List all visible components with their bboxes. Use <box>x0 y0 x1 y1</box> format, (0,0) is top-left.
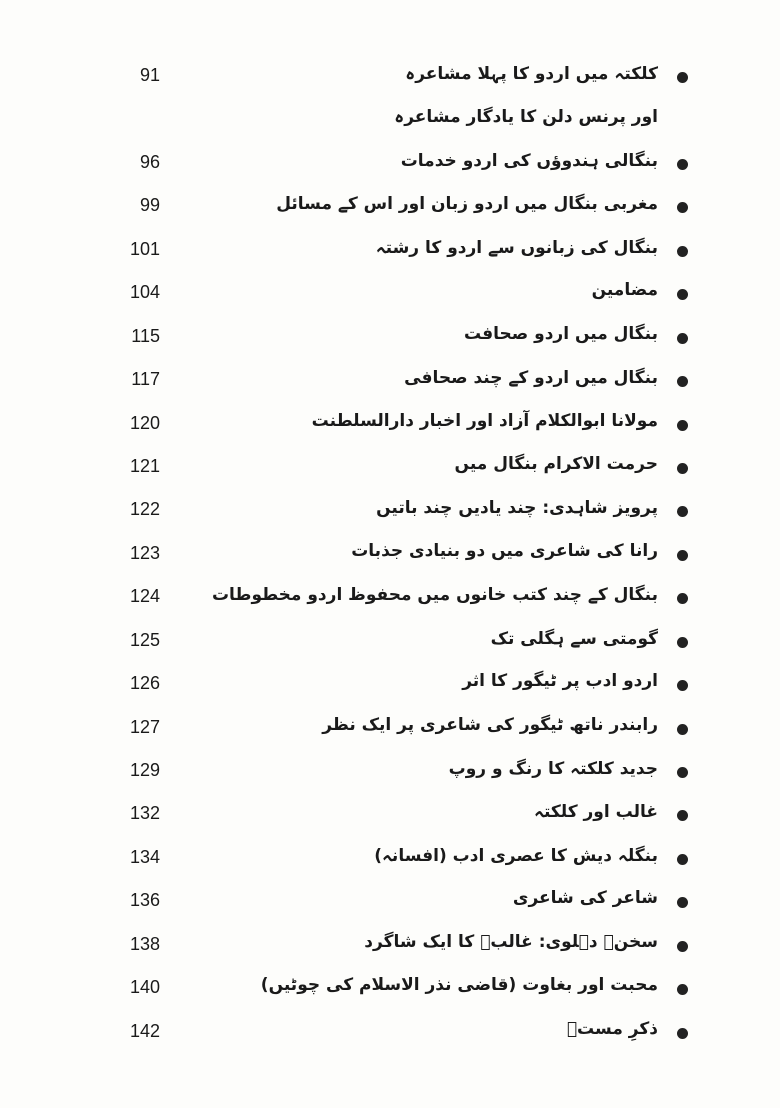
bullet-icon <box>677 420 688 431</box>
toc-entry <box>0 491 780 534</box>
toc-entry-continuation <box>0 100 780 143</box>
toc-entry <box>0 665 780 708</box>
toc-entry-title: حرمت الاکرام بنگال میں <box>454 453 658 474</box>
toc-entry-title: گومتی سے ہگلی تک <box>490 628 658 649</box>
toc-entry-title: ذکرِ مستؔ <box>566 1018 658 1039</box>
toc-entry <box>0 839 780 882</box>
toc-entry-page-number: 134 <box>129 846 160 867</box>
toc-entry-page-number: 136 <box>129 890 160 911</box>
toc-entry-page-number: 132 <box>129 803 160 824</box>
toc-entry <box>0 752 780 795</box>
toc-entry-page-number: 99 <box>139 195 160 216</box>
toc-entry-title: اور پرنس دلن کا یادگار مشاعرہ <box>394 107 658 128</box>
toc-entry-title: کلکتہ میں اردو کا پہلا مشاعرہ <box>405 64 658 84</box>
bullet-icon <box>677 463 688 474</box>
bullet-icon <box>677 333 688 344</box>
toc-entry-title: سخنؔ دہلوی: غالبؔ کا ایک شاگرد <box>364 931 658 952</box>
toc-entry-page-number: 138 <box>129 933 160 954</box>
bullet-icon <box>677 984 688 995</box>
toc-entry-title: بنگلہ دیش کا عصری ادب (افسانہ) <box>374 845 658 866</box>
bullet-icon <box>677 376 688 387</box>
bullet-icon <box>677 724 688 735</box>
toc-entry-page-number: 140 <box>129 977 160 998</box>
toc-entry-title: پرویز شاہدی: چند یادیں چند باتیں <box>376 498 658 519</box>
toc-entry-page-number: 127 <box>129 716 160 737</box>
toc-entry <box>0 274 780 317</box>
toc-entry-page-number: 123 <box>129 542 160 563</box>
toc-entry-page-number: 121 <box>129 455 160 476</box>
toc-entry <box>0 969 780 1012</box>
toc-entry-page-number: 117 <box>131 369 160 390</box>
bullet-icon <box>677 767 688 778</box>
toc-entry-title: رانا کی شاعری میں دو بنیادی جذبات <box>351 540 658 561</box>
toc-entry-page-number: 120 <box>129 412 160 433</box>
toc-entry <box>0 578 780 621</box>
bullet-icon <box>677 159 688 170</box>
toc-entry-page-number: 96 <box>139 151 160 172</box>
toc-entry <box>0 1013 780 1056</box>
toc-entry <box>0 882 780 925</box>
bullet-icon <box>677 506 688 517</box>
bullet-icon <box>677 550 688 561</box>
bullet-icon <box>677 72 688 83</box>
toc-entry-title: مضامین <box>591 280 658 301</box>
bullet-icon <box>677 897 688 908</box>
bullet-icon <box>677 854 688 865</box>
toc-entry-page-number: 125 <box>129 629 160 650</box>
toc-entry-page-number: 104 <box>129 282 160 303</box>
toc-entry <box>0 361 780 404</box>
toc-entry-title: بنگال میں اردو صحافت <box>464 323 658 344</box>
bullet-icon <box>677 810 688 821</box>
bullet-icon <box>677 593 688 604</box>
toc-entry <box>0 57 780 100</box>
toc-entry <box>0 448 780 491</box>
toc-entry <box>0 709 780 752</box>
toc-entry-title: شاعر کی شاعری <box>512 888 658 909</box>
toc-entry-title: بنگال کے چند کتب خانوں میں محفوظ اردو مخطوطات <box>211 585 658 606</box>
toc-entry-page-number: 122 <box>129 499 160 520</box>
toc-entry-page-number: 115 <box>131 325 160 346</box>
toc-entry-title: مولانا ابوالکلام آزاد اور اخبار دارالسلطنت <box>311 410 658 431</box>
toc-entry <box>0 144 780 187</box>
toc-entry-title: مغربی بنگال میں اردو زبان اور اس کے مسائل <box>276 194 658 215</box>
toc-entry-title: بنگال کی زبانوں سے اردو کا رشتہ <box>375 237 658 258</box>
bullet-icon <box>677 680 688 691</box>
toc-entry-title: بنگالی ہندوؤں کی اردو خدمات <box>400 150 658 171</box>
bullet-icon <box>677 941 688 952</box>
toc-entry-title: غالب اور کلکتہ <box>533 802 658 823</box>
bullet-icon <box>677 289 688 300</box>
toc-entry <box>0 795 780 838</box>
bullet-icon <box>677 202 688 213</box>
toc-entry <box>0 405 780 448</box>
toc-entry-title: بنگال میں اردو کے چند صحافی <box>404 368 658 389</box>
bullet-icon <box>677 246 688 257</box>
toc-entry <box>0 926 780 969</box>
table-of-contents <box>0 57 780 1056</box>
toc-entry-page-number: 126 <box>129 673 160 694</box>
toc-entry-title: رابندر ناتھ ٹیگور کی شاعری پر ایک نظر <box>322 714 658 735</box>
toc-entry-page-number: 91 <box>139 65 160 85</box>
toc-entry-title: اردو ادب پر ٹیگور کا اثر <box>462 671 658 692</box>
toc-entry <box>0 318 780 361</box>
toc-entry-page-number: 129 <box>129 760 160 780</box>
toc-entry-page-number: 124 <box>129 586 160 607</box>
bullet-icon <box>677 1028 688 1039</box>
toc-entry <box>0 622 780 665</box>
toc-entry <box>0 535 780 578</box>
toc-entry <box>0 231 780 274</box>
toc-entry-title: محبت اور بغاوت (قاضی نذر الاسلام کی چوٹیں) <box>260 975 658 996</box>
toc-entry-title: جدید کلکتہ کا رنگ و روپ <box>448 759 658 779</box>
toc-entry-page-number: 142 <box>129 1020 160 1041</box>
toc-entry-page-number: 101 <box>129 238 160 259</box>
toc-entry <box>0 187 780 230</box>
bullet-icon <box>677 637 688 648</box>
